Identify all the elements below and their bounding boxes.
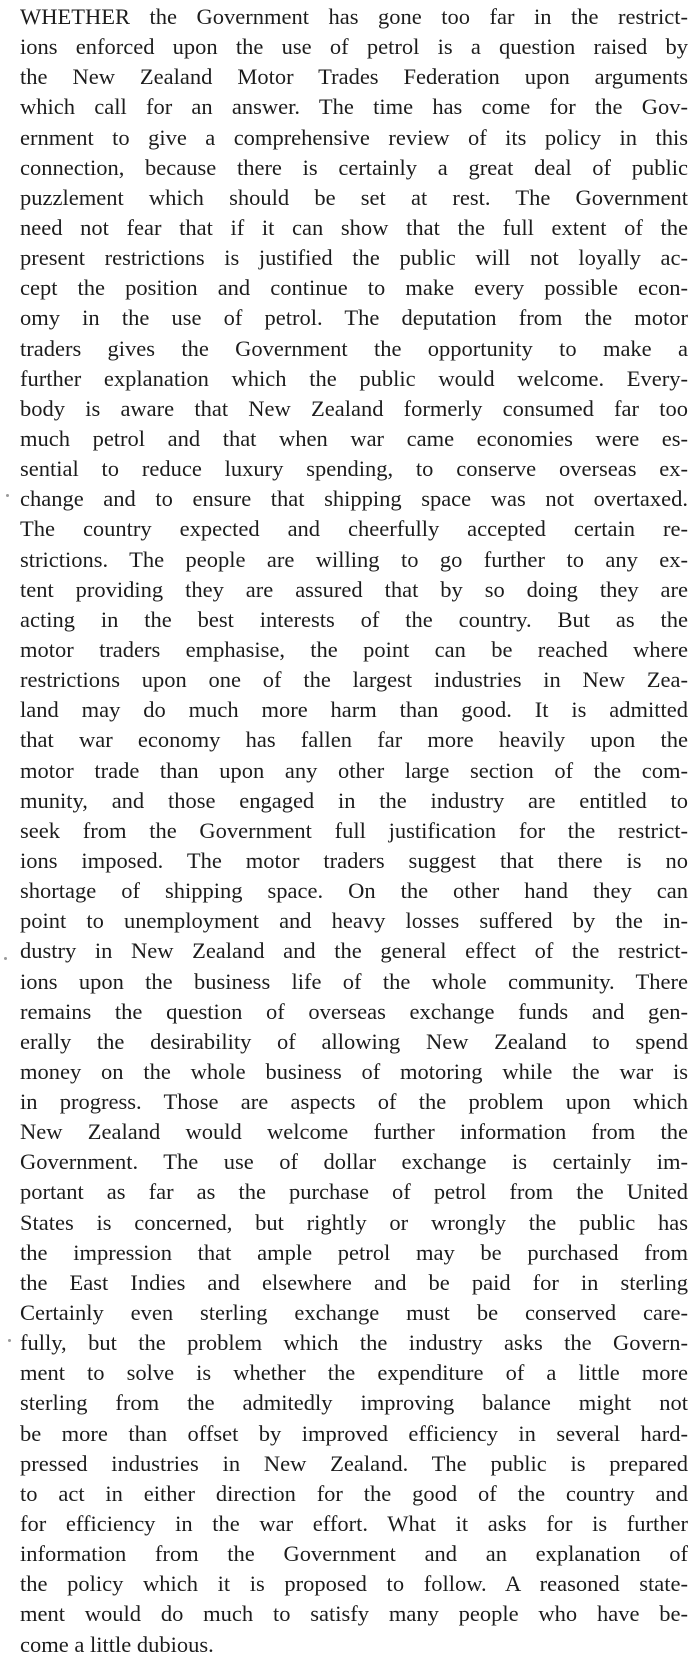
text-line: cept the position and continue to make every possible econ-	[20, 275, 688, 301]
text-line: the policy which it is proposed to follow. A reasoned state-	[20, 1571, 688, 1597]
text-line: dustry in New Zealand and the general effect of the restrict-	[20, 938, 688, 964]
text-line: puzzlement which should be set at rest. The Government	[20, 184, 688, 210]
text-line: motor traders emphasise, the point can be reached where	[20, 636, 688, 662]
text-line: the impression that ample petrol may be purchased from	[20, 1239, 688, 1265]
text-line: be more than offset by improved efficiency in several hard-	[20, 1420, 688, 1446]
text-line: ions upon the business life of the whole community. There	[20, 968, 688, 994]
text-line: sterling from the admitedly improving balance might not	[20, 1390, 688, 1416]
text-line: change and to ensure that shipping space was not overtaxed.	[20, 486, 688, 512]
text-line: tent providing they are assured that by so doing they are	[20, 576, 688, 602]
text-line: information from the Government and an explanation of	[20, 1541, 688, 1567]
text-line: erally the desirability of allowing New Zealand to spend	[20, 1028, 688, 1054]
text-line: that war economy has fallen far more heavily upon the	[20, 727, 688, 753]
text-line: States is concerned, but rightly or wrongly the public has	[20, 1209, 688, 1235]
text-line: the East Indies and elsewhere and be paid for in sterling	[20, 1269, 688, 1295]
text-line-last: come a little dubious.	[20, 1631, 214, 1657]
print-speck	[6, 494, 9, 497]
text-line: to act in either direction for the good of the country and	[20, 1480, 688, 1506]
text-line: body is aware that New Zealand formerly consumed far too	[20, 395, 688, 421]
text-line: remains the question of overseas exchange funds and gen-	[20, 998, 688, 1024]
text-line: Government. The use of dollar exchange is certainly im-	[20, 1149, 688, 1175]
text-line: strictions. The people are willing to go further to any ex-	[20, 546, 688, 572]
text-line: restrictions upon one of the largest industries in New Zea-	[20, 667, 688, 693]
text-line: New Zealand would welcome further information from the	[20, 1119, 688, 1145]
text-line: further explanation which the public would welcome. Every-	[20, 365, 688, 391]
text-line: traders gives the Government the opportunity to make a	[20, 335, 688, 361]
print-speck	[8, 1339, 11, 1342]
text-line: need not fear that if it can show that the full extent of the	[20, 214, 688, 240]
text-line: ions imposed. The motor traders suggest that there is no	[20, 847, 688, 873]
text-line: point to unemployment and heavy losses suffered by the in-	[20, 908, 688, 934]
print-speck	[4, 957, 7, 960]
text-line: in progress. Those are aspects of the problem upon which	[20, 1089, 688, 1115]
text-line: The country expected and cheerfully accepted certain re-	[20, 516, 688, 542]
text-line: ment to solve is whether the expenditure of a little more	[20, 1360, 688, 1386]
text-line: which call for an answer. The time has come for the Gov-	[20, 94, 688, 120]
text-line: the New Zealand Motor Trades Federation upon arguments	[20, 64, 688, 90]
text-line: acting in the best interests of the country. But as the	[20, 606, 688, 632]
text-line: ment would do much to satisfy many people who have be-	[20, 1601, 688, 1627]
text-line: connection, because there is certainly a great deal of public	[20, 154, 688, 180]
text-line: ions enforced upon the use of petrol is a question raised by	[20, 34, 688, 60]
text-line: much petrol and that when war came economies were es-	[20, 425, 688, 451]
text-line: ernment to give a comprehensive review of its policy in this	[20, 124, 688, 150]
text-line: omy in the use of petrol. The deputation from the motor	[20, 305, 688, 331]
text-line: pressed industries in New Zealand. The public is prepared	[20, 1450, 688, 1476]
text-line: fully, but the problem which the industry asks the Govern-	[20, 1330, 688, 1356]
text-line: motor trade than upon any other large section of the com-	[20, 757, 688, 783]
text-line: for efficiency in the war effort. What it asks for is further	[20, 1511, 688, 1537]
text-line: present restrictions is justified the public will not loyally ac-	[20, 245, 688, 271]
text-line: WHETHER the Government has gone too far in the restrict-	[20, 4, 688, 29]
editorial-text-column	[20, 2, 688, 1660]
text-line: land may do much more harm than good. It is admitted	[20, 697, 688, 723]
text-line: munity, and those engaged in the industry are entitled to	[20, 787, 688, 813]
text-line: seek from the Government full justification for the restrict-	[20, 817, 688, 843]
text-line: sential to reduce luxury spending, to conserve overseas ex-	[20, 456, 688, 482]
text-line: Certainly even sterling exchange must be conserved care-	[20, 1300, 688, 1326]
text-line: money on the whole business of motoring while the war is	[20, 1058, 688, 1084]
text-line: portant as far as the purchase of petrol from the United	[20, 1179, 688, 1205]
text-line: shortage of shipping space. On the other hand they can	[20, 878, 688, 904]
